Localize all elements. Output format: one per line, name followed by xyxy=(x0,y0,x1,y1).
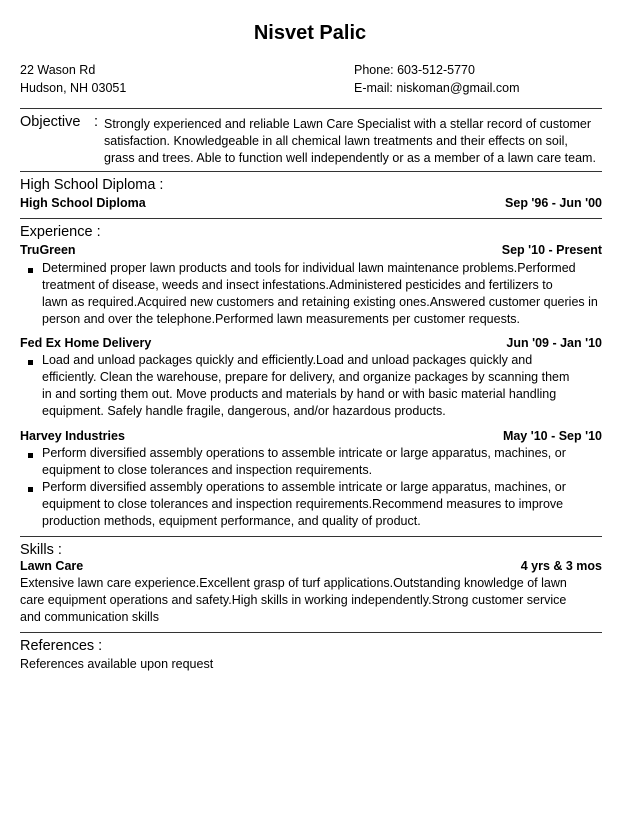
section-divider xyxy=(20,632,602,633)
education-title: High School Diploma xyxy=(20,196,146,210)
list-item: Perform diversified assembly operations to assemble intricate or large apparatus, machines, or equipment to close tolerances and inspection requirements. xyxy=(22,445,566,479)
skill-duration: 4 yrs & 3 mos xyxy=(520,559,602,573)
objective-line: satisfaction. Knowledgeable in all chemical lawn treatments and their effects on soil, xyxy=(104,134,568,148)
section-divider xyxy=(20,171,602,172)
job-company: Harvey Industries xyxy=(20,429,125,443)
email-address: E-mail: niskoman@gmail.com xyxy=(354,81,520,95)
job-dates: Sep '10 - Present xyxy=(501,243,602,257)
job-bullets xyxy=(22,445,566,530)
objective-line: Strongly experienced and reliable Lawn Care Specialist with a stellar record of customer xyxy=(104,117,592,131)
references-text: References available upon request xyxy=(20,657,214,671)
section-divider xyxy=(20,108,602,109)
skills-heading: Skills : xyxy=(20,542,62,558)
references-heading: References : xyxy=(20,638,103,654)
section-divider xyxy=(20,536,602,537)
job-company: TruGreen xyxy=(20,243,76,257)
objective-text xyxy=(104,116,596,167)
job-bullets xyxy=(22,260,598,328)
objective-colon: : xyxy=(94,114,99,130)
address-line-1: 22 Wason Rd xyxy=(20,63,96,77)
section-divider xyxy=(20,218,602,219)
skills-text: Extensive lawn care experience.Excellent grasp of turf applications.Outstanding knowledge of lawn care equipment operations and safety.High skills in working independently.Strong customer service and communication skills xyxy=(20,576,567,624)
job-dates: May '10 - Sep '10 xyxy=(502,429,602,443)
resume-name: Nisvet Palic xyxy=(253,22,367,44)
phone-number: Phone: 603-512-5770 xyxy=(354,63,475,77)
list-item: Perform diversified assembly operations to assemble intricate or large apparatus, machines, or equipment to close tolerances and inspection requirements.Recommend measures to improve production methods, equipment performance, and quality of product. xyxy=(22,479,566,530)
skill-title: Lawn Care xyxy=(20,559,84,573)
objective-label: Objective xyxy=(20,114,81,130)
job-company: Fed Ex Home Delivery xyxy=(20,336,152,350)
experience-heading: Experience : xyxy=(20,224,101,240)
education-heading: High School Diploma : xyxy=(20,177,164,193)
list-item: Determined proper lawn products and tools for individual lawn maintenance problems.Performed treatment of disease, weeds and insect infestations.Administered pesticides and fertilizers to lawn as required.Acquired new customers and retaining existing ones.Answered customer queries in person and over the telephone.Performed lawn measurements per customer requests. xyxy=(22,260,598,328)
job-dates: Jun '09 - Jan '10 xyxy=(506,336,602,350)
job-bullets xyxy=(22,352,569,420)
address-line-2: Hudson, NH 03051 xyxy=(20,81,127,95)
objective-line: grass and trees. Able to function well independently or as a member of a lawn care team. xyxy=(104,151,596,165)
list-item: Load and unload packages quickly and efficiently.Load and unload packages quickly and efficiently. Clean the warehouse, prepare for delivery, and organize packages by scanning them in and sorting them out. Move products and materials by hand or with basic material handling equipment. Safely handle fragile, dangerous, and/or hazardous products. xyxy=(22,352,569,420)
education-dates: Sep '96 - Jun '00 xyxy=(505,196,602,210)
